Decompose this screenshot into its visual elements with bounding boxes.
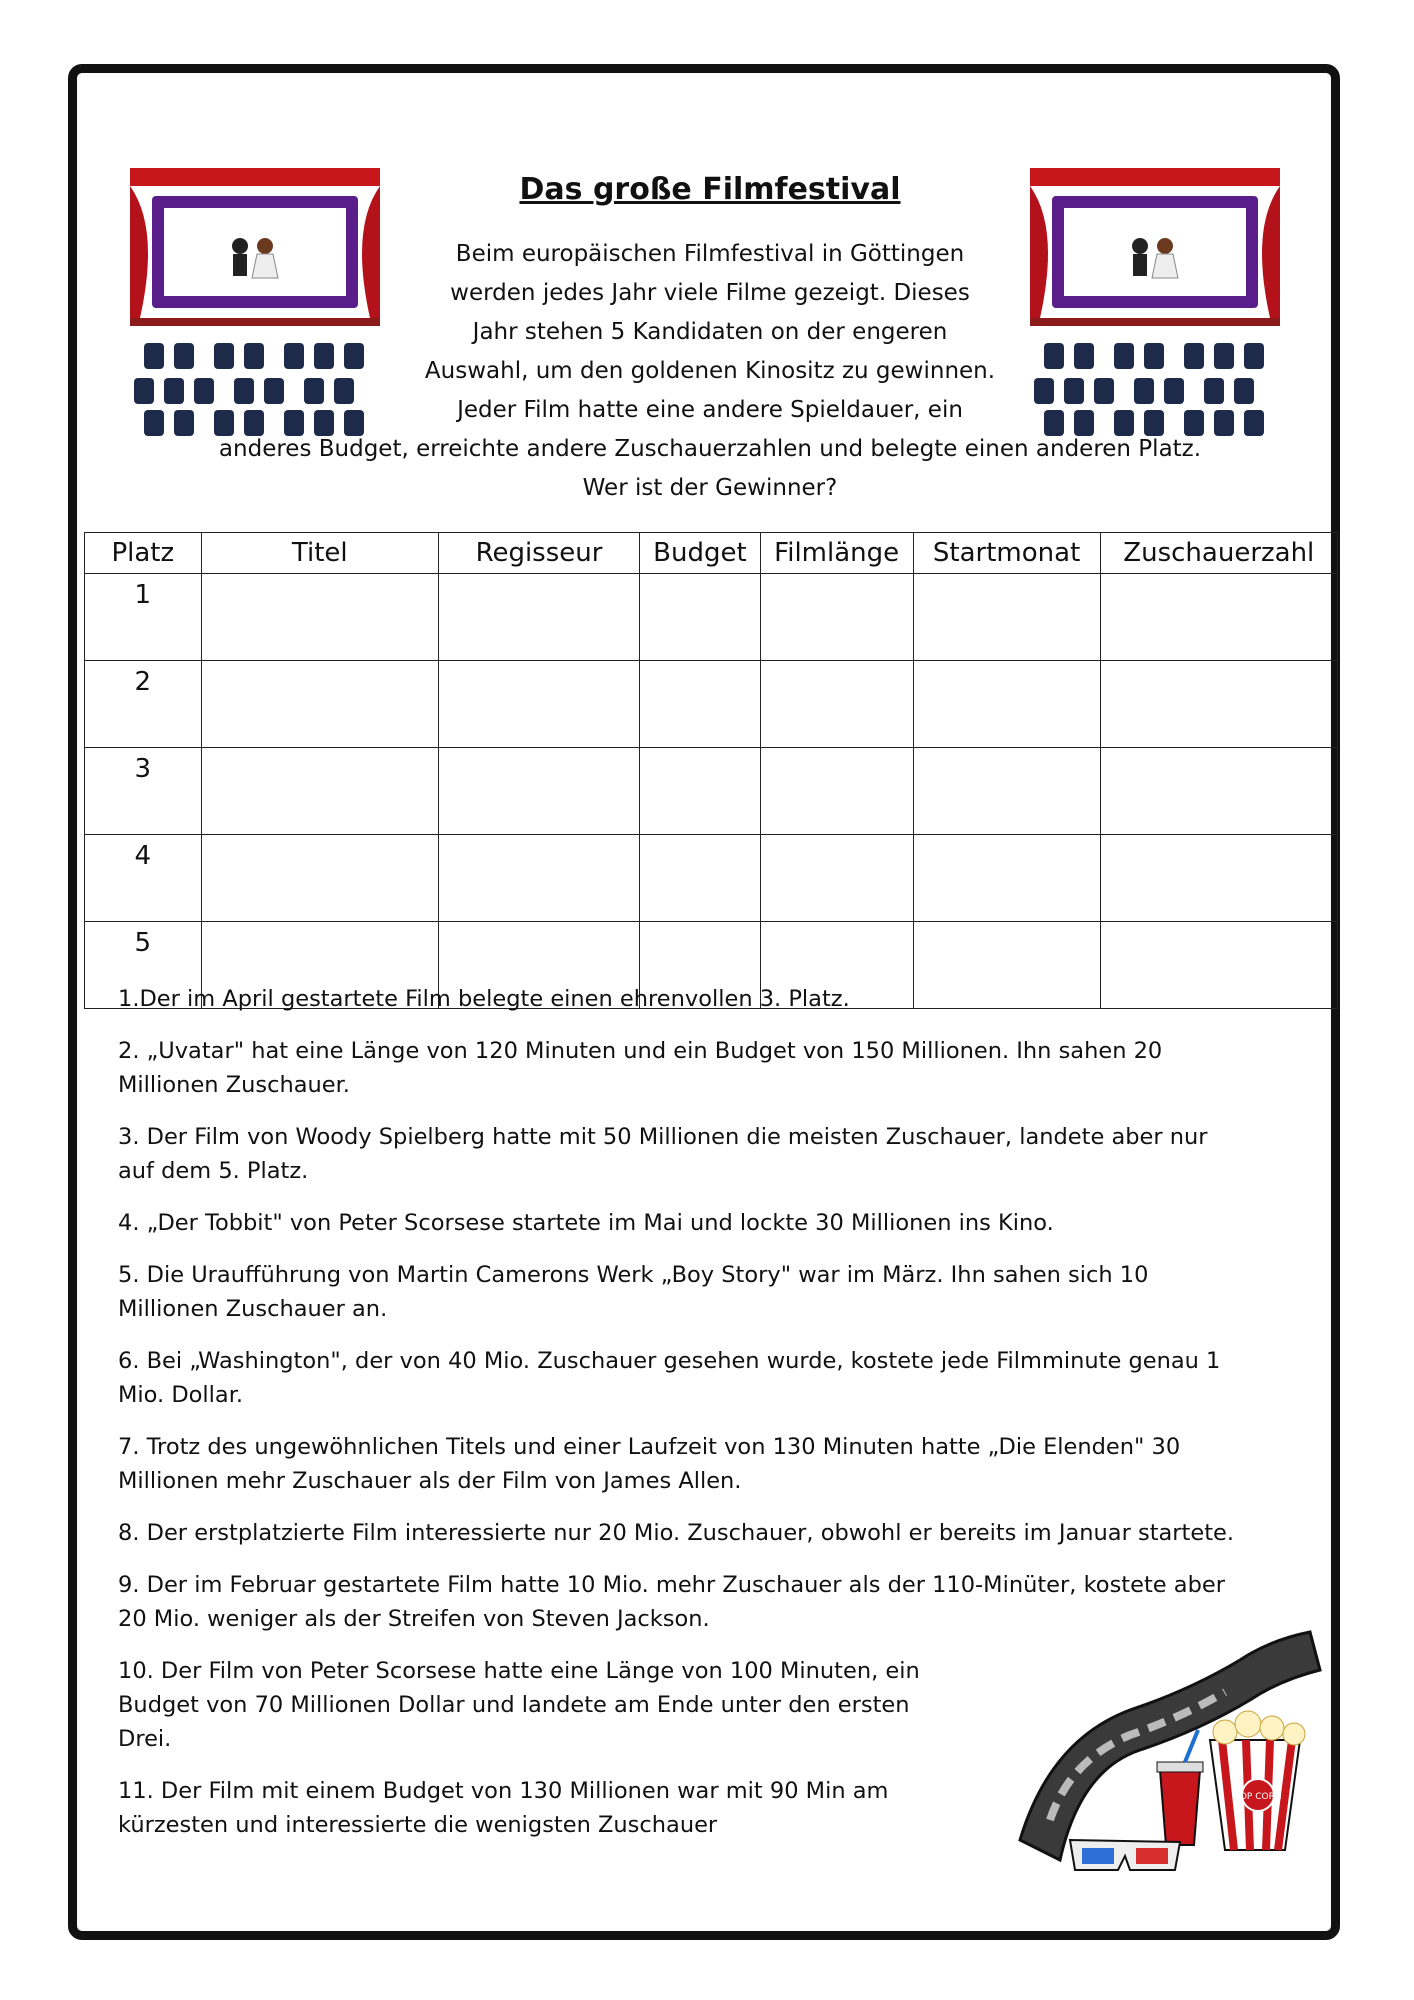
blank-cell[interactable] [913, 748, 1100, 835]
intro-line: anderes Budget, erreichte andere Zuschauerzahlen und belegte einen anderen Platz. [218, 436, 1202, 462]
blank-cell[interactable] [640, 661, 761, 748]
film-popcorn-illustration [1010, 1620, 1340, 1880]
table-row [85, 661, 1338, 748]
popcorn-label: POP CORN [1234, 1792, 1282, 1802]
blank-cell[interactable] [438, 574, 639, 661]
column-header: Filmlänge [760, 533, 913, 574]
intro-line: Auswahl, um den goldenen Kinositz zu gewinnen. [424, 358, 996, 384]
blank-cell[interactable] [201, 835, 438, 922]
clue-item: 9. Der im Februar gestartete Film hatte 10 Mio. mehr Zuschauer als der 110-Minüter, kostete aber 20 Mio. weniger als der Streifen von Steven Jackson. [118, 1572, 1225, 1632]
blank-cell[interactable] [1100, 748, 1337, 835]
column-header: Startmonat [913, 533, 1100, 574]
place-cell: 5 [85, 922, 202, 1009]
clue-item: 3. Der Film von Woody Spielberg hatte mit 50 Millionen die meisten Zuschauer, landete aber nur auf dem 5. Platz. [118, 1124, 1208, 1184]
place-cell: 4 [85, 835, 202, 922]
page-title: Das große Filmfestival [519, 172, 901, 207]
column-header: Regisseur [438, 533, 639, 574]
blank-cell[interactable] [640, 748, 761, 835]
intro-line: Jeder Film hatte eine andere Spieldauer, ein [457, 397, 963, 423]
blank-cell[interactable] [913, 661, 1100, 748]
blank-cell[interactable] [201, 574, 438, 661]
clue-item: 6. Bei „Washington", der von 40 Mio. Zuschauer gesehen wurde, kostete jede Filmminute genau 1 Mio. Dollar. [118, 1348, 1221, 1408]
intro-line: Wer ist der Gewinner? [582, 475, 838, 501]
popcorn-icon [1210, 1711, 1305, 1850]
clue-item: 8. Der erstplatzierte Film interessierte nur 20 Mio. Zuschauer, obwohl er bereits im Januar startete. [118, 1520, 1235, 1546]
place-cell: 3 [85, 748, 202, 835]
curtain-valance [130, 168, 380, 186]
clue-item: 1.Der im April gestartete Film belegte einen ehrenvollen 3. Platz. [118, 986, 850, 1012]
intro-line: Jahr stehen 5 Kandidaten on der engeren [472, 319, 948, 345]
blank-cell[interactable] [201, 661, 438, 748]
curtain-left [130, 186, 148, 318]
clue-item: 11. Der Film mit einem Budget von 130 Millionen war mit 90 Min am kürzesten und interessierte die wenigsten Zuschauer [118, 1778, 889, 1838]
blank-cell[interactable] [760, 574, 913, 661]
blank-cell[interactable] [438, 835, 639, 922]
blank-cell[interactable] [913, 835, 1100, 922]
table-row [85, 748, 1338, 835]
blank-cell[interactable] [640, 574, 761, 661]
place-cell: 1 [85, 574, 202, 661]
blank-cell[interactable] [438, 748, 639, 835]
column-header: Titel [201, 533, 438, 574]
soda-cup-icon [1157, 1730, 1203, 1845]
clue-item: 5. Die Uraufführung von Martin Camerons Werk „Boy Story" war im März. Ihn sahen sich 10 Millionen Zuschauer an. [118, 1262, 1149, 1322]
intro-text [150, 235, 1270, 508]
intro-line: werden jedes Jahr viele Filme gezeigt. Dieses [450, 280, 970, 306]
table-row [85, 835, 1338, 922]
blank-cell[interactable] [1100, 835, 1337, 922]
3d-glasses-icon [1070, 1840, 1180, 1870]
blank-cell[interactable] [760, 661, 913, 748]
table-header-row [85, 533, 1338, 574]
column-header: Zuschauerzahl [1100, 533, 1337, 574]
blank-cell[interactable] [640, 835, 761, 922]
blank-cell[interactable] [1100, 661, 1337, 748]
blank-cell[interactable] [760, 748, 913, 835]
place-cell: 2 [85, 661, 202, 748]
curtain-valance [1030, 168, 1280, 186]
column-header: Platz [85, 533, 202, 574]
blank-cell[interactable] [760, 835, 913, 922]
blank-cell[interactable] [438, 661, 639, 748]
clue-item: 10. Der Film von Peter Scorsese hatte eine Länge von 100 Minuten, ein Budget von 70 Millionen Dollar und landete am Ende unter den ersten Drei. [118, 1658, 920, 1752]
table-row [85, 574, 1338, 661]
intro-line: Beim europäischen Filmfestival in Göttingen [455, 241, 965, 267]
blank-cell[interactable] [201, 748, 438, 835]
solution-table [84, 532, 1338, 1009]
column-header: Budget [640, 533, 761, 574]
clue-item: 2. „Uvatar" hat eine Länge von 120 Minuten und ein Budget von 150 Millionen. Ihn sahen 20 Millionen Zuschauer. [118, 1038, 1163, 1098]
clue-item: 7. Trotz des ungewöhnlichen Titels und einer Laufzeit von 130 Minuten hatte „Die Elenden" 30 Millionen mehr Zuschauer als der Film von James Allen. [118, 1434, 1181, 1494]
clue-item: 4. „Der Tobbit" von Peter Scorsese startete im Mai und lockte 30 Millionen ins Kino. [118, 1210, 1054, 1236]
blank-cell[interactable] [1100, 574, 1337, 661]
blank-cell[interactable] [913, 574, 1100, 661]
